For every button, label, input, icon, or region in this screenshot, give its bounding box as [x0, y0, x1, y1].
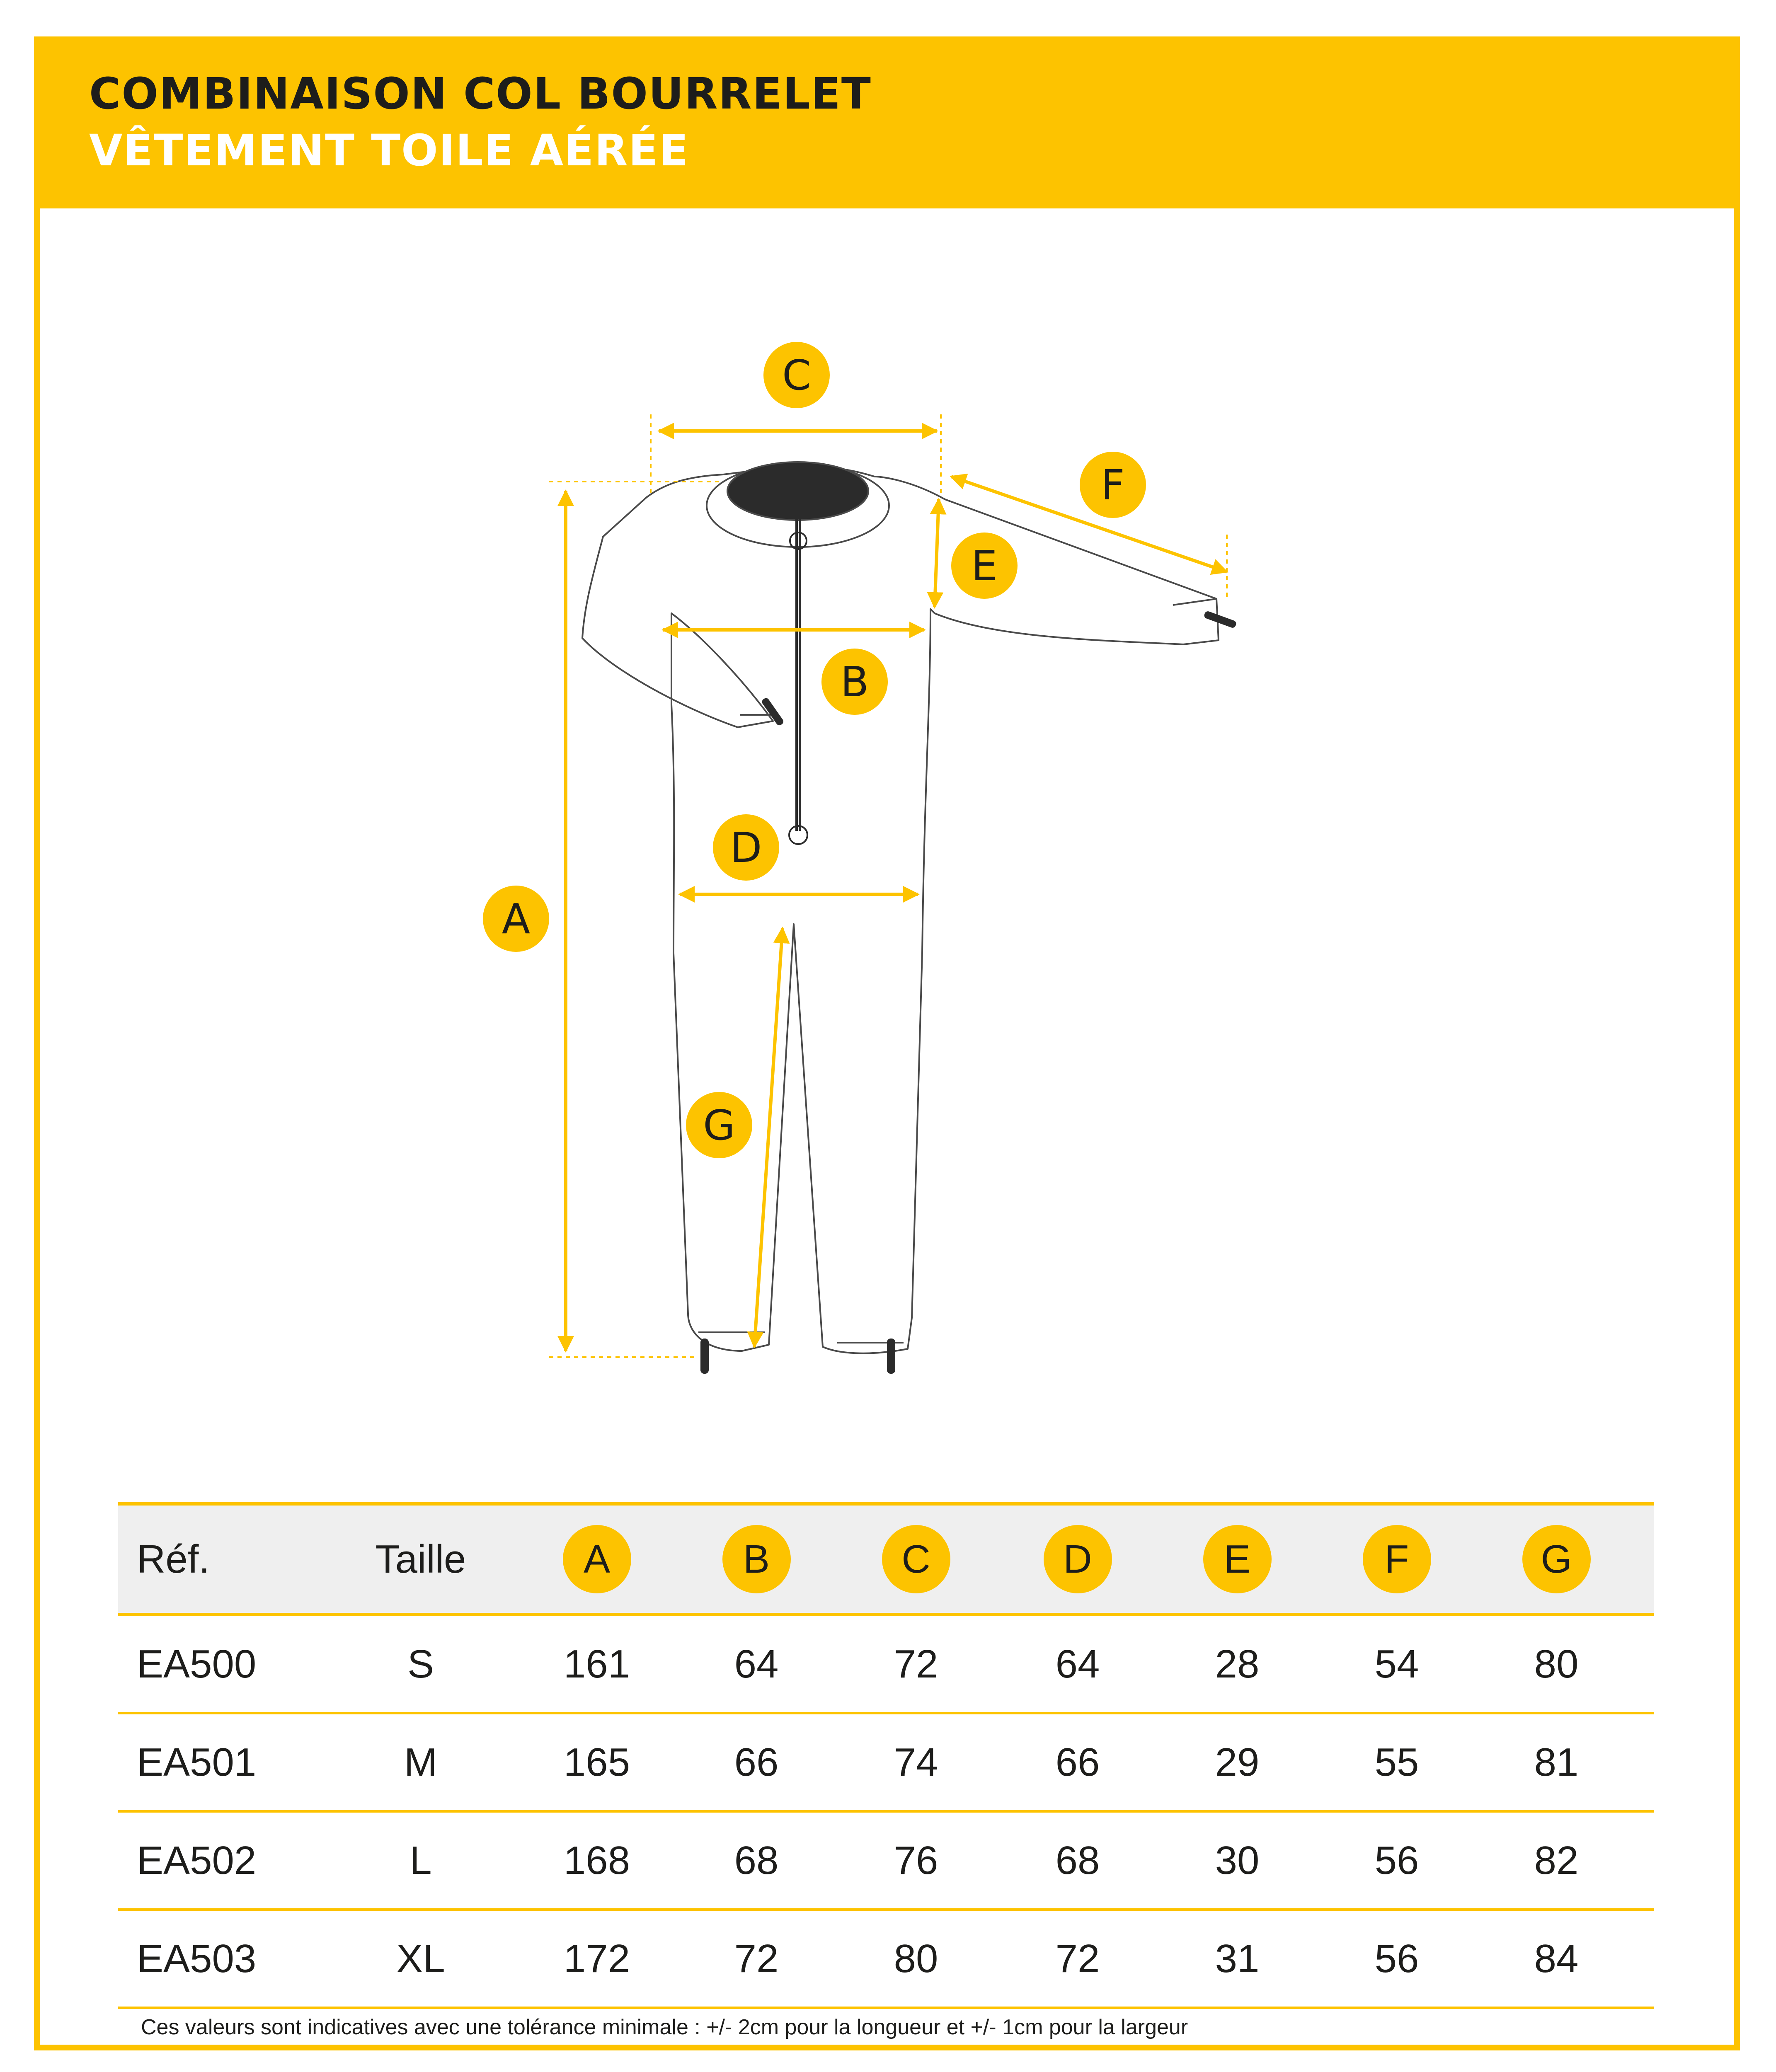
label-e-badge	[951, 533, 1018, 599]
tolerance-note: Ces valeurs sont indicatives avec une tolérance minimale : +/- 2cm pour la longueur et +/- 1cm pour la largeur	[141, 2015, 1188, 2039]
svg-text:F: F	[1101, 461, 1125, 509]
label-d-badge	[713, 814, 779, 881]
svg-text:G: G	[703, 1101, 735, 1150]
cell-c: 72	[894, 1641, 938, 1686]
cell-e: 31	[1215, 1936, 1260, 1981]
header-b-badge: B	[722, 1525, 791, 1593]
cell-c: 76	[894, 1838, 938, 1883]
label-c-badge	[763, 342, 830, 408]
table-row	[118, 1714, 1654, 1813]
table-row	[118, 1911, 1654, 2009]
table-header	[118, 1502, 1654, 1616]
cell-e: 28	[1215, 1641, 1260, 1686]
cell-b: 72	[734, 1936, 779, 1981]
table-row	[118, 1813, 1654, 1911]
cell-b: 68	[734, 1838, 779, 1883]
header-taille: Taille	[375, 1537, 466, 1581]
cell-ref: EA503	[137, 1936, 257, 1981]
svg-text:B: B	[840, 658, 869, 706]
cell-ref: EA500	[137, 1641, 257, 1686]
cell-ref: EA502	[137, 1838, 257, 1883]
svg-text:D: D	[730, 823, 762, 872]
cell-f: 55	[1374, 1740, 1419, 1784]
label-a-badge	[483, 886, 549, 952]
cell-d: 66	[1055, 1740, 1100, 1784]
cell-a: 165	[563, 1740, 630, 1784]
cell-f: 56	[1374, 1936, 1419, 1981]
cell-c: 74	[894, 1740, 938, 1784]
cell-ref: EA501	[137, 1740, 257, 1784]
header-d-badge: D	[1044, 1525, 1112, 1593]
cell-d: 72	[1055, 1936, 1100, 1981]
header-e-badge: E	[1203, 1525, 1272, 1593]
cell-a: 168	[563, 1838, 630, 1883]
cell-e: 29	[1215, 1740, 1260, 1784]
cell-g: 84	[1534, 1936, 1579, 1981]
cell-taille: XL	[396, 1936, 445, 1981]
page-subtitle: VÊTEMENT TOILE AÉRÉE	[89, 125, 689, 176]
size-table	[118, 1502, 1654, 2009]
cell-g: 82	[1534, 1838, 1579, 1883]
label-b-badge	[821, 649, 888, 715]
cell-g: 81	[1534, 1740, 1579, 1784]
svg-text:E: E	[971, 542, 998, 590]
header-a-badge: A	[563, 1525, 631, 1593]
cell-d: 68	[1055, 1838, 1100, 1883]
cell-f: 54	[1374, 1641, 1419, 1686]
coverall-outline	[582, 462, 1219, 1353]
header-f-badge: F	[1363, 1525, 1431, 1593]
cell-b: 64	[734, 1641, 779, 1686]
cell-a: 161	[563, 1641, 630, 1686]
header-g-badge: G	[1522, 1525, 1591, 1593]
cell-c: 80	[894, 1936, 938, 1981]
header-ref: Réf.	[137, 1537, 210, 1581]
table-row	[118, 1616, 1654, 1714]
cell-e: 30	[1215, 1838, 1260, 1883]
cell-b: 66	[734, 1740, 779, 1784]
header-c-badge: C	[882, 1525, 950, 1593]
cell-f: 56	[1374, 1838, 1419, 1883]
page-title: COMBINAISON COL BOURRELET	[89, 68, 872, 119]
label-g-badge	[686, 1092, 752, 1158]
cell-a: 172	[563, 1936, 630, 1981]
cell-taille: L	[409, 1838, 432, 1883]
cell-g: 80	[1534, 1641, 1579, 1686]
cell-taille: S	[407, 1641, 434, 1686]
svg-text:A: A	[502, 895, 531, 943]
svg-text:C: C	[782, 351, 811, 399]
cell-taille: M	[404, 1740, 437, 1784]
label-f-badge	[1080, 452, 1146, 518]
cell-d: 64	[1055, 1641, 1100, 1686]
